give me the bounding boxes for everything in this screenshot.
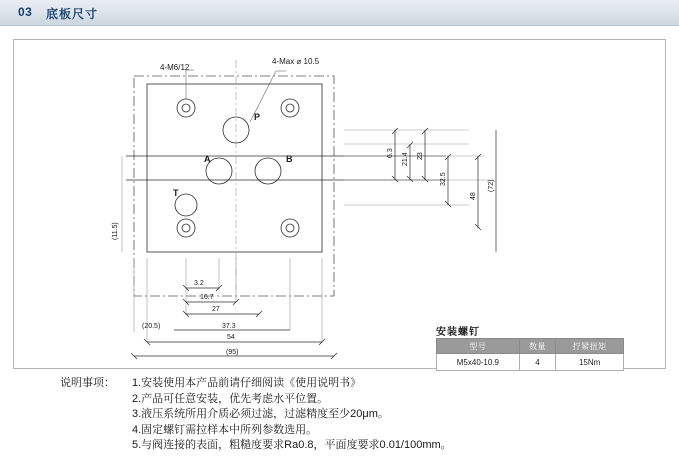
table-row [437, 354, 624, 371]
dim-48: 48 [470, 192, 477, 200]
dim-95: (95) [226, 349, 239, 356]
section-number: 03 [18, 5, 33, 19]
col-model: 型号 [437, 339, 520, 354]
dim-6-3: 6.3 [387, 148, 394, 158]
note-item: 4.固定螺钉需拉样本中所列参数选用。 [132, 423, 318, 436]
note-item: 1.安装使用本产品前请仔细阅读《使用说明书》 [132, 377, 362, 389]
bolt-table [436, 338, 624, 371]
note-item: 5.与阀连接的表面，粗糙度要求Ra0.8，平面度要求0.01/100mm。 [132, 439, 452, 451]
dim-20-5: (20.5) [142, 323, 161, 330]
section-header [0, 0, 679, 26]
dim-23: 23 [417, 152, 424, 160]
notes-lead: 说明事项： [60, 377, 115, 389]
page-title: 底板尺寸 [46, 7, 99, 21]
port-label-b: B [286, 154, 293, 164]
bolt-table-title: 安装螺钉 [436, 327, 480, 338]
port-label-a: A [204, 154, 211, 164]
dim-21-4: 21.4 [402, 152, 409, 166]
cell-model: M5x40-10.9 [437, 354, 520, 371]
notes-block [60, 376, 660, 454]
base-plate-drawing [14, 40, 667, 370]
dim-11-5: (11.5) [112, 222, 119, 240]
port-label-p: P [254, 112, 261, 122]
note-item: 3.液压系统所用介质必须过滤，过滤精度至少20μm。 [132, 408, 389, 420]
dim-3-2: 3.2 [194, 280, 204, 287]
dim-37-3: 37.3 [222, 323, 236, 330]
dim-72: (72) [488, 179, 495, 192]
col-qty: 数量 [519, 339, 556, 354]
dim-27: 27 [212, 306, 220, 313]
col-torque: 拧紧扭矩 [556, 339, 624, 354]
dim-32-5: 32.5 [440, 172, 447, 186]
cell-qty: 4 [519, 354, 556, 371]
dim-54: 54 [227, 334, 235, 341]
dim-16-7: 16.7 [200, 294, 214, 301]
table-header-row [437, 339, 624, 354]
cell-torque: 15Nm [556, 354, 624, 371]
callout-m6-label: 4-M6/12 [160, 63, 190, 72]
callout-max-label: 4-Max ⌀ 10.5 [272, 57, 320, 66]
drawing-frame [13, 39, 666, 369]
note-item: 2.产品可任意安装，优先考虑水平位置。 [132, 392, 329, 405]
port-label-t: T [173, 188, 179, 198]
